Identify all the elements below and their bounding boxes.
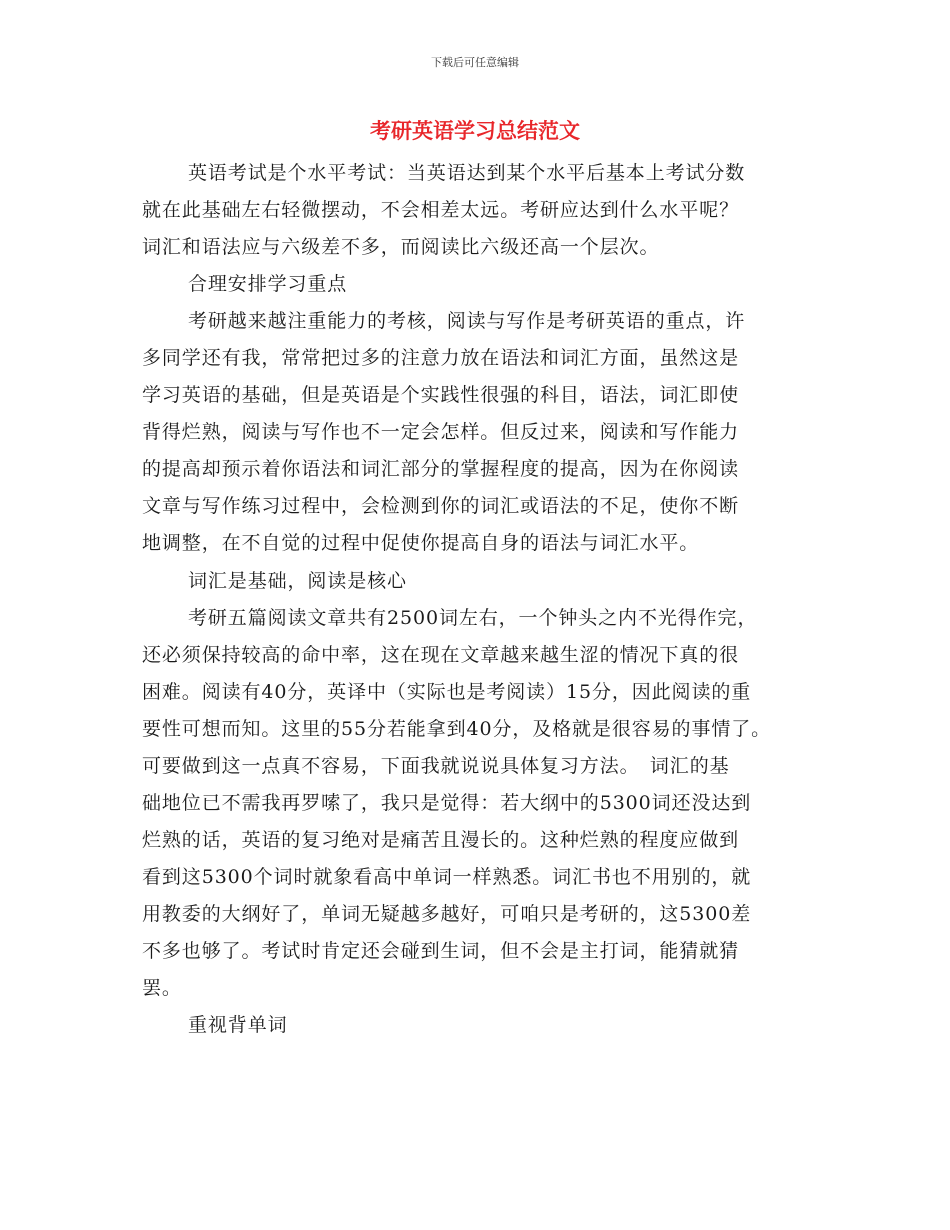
- paragraph-line: 考研越来越注重能力的考核，阅读与写作是考研英语的重点，许: [188, 310, 746, 333]
- paragraph-line: 就在此基础左右轻微摆动，不会相差太远。考研应达到什么水平呢？: [142, 199, 740, 222]
- section-heading: 重视背单词: [188, 1014, 288, 1037]
- paragraph-line: 要性可想而知。这里的55分若能拿到40分，及格就是很容易的事情了。: [142, 717, 772, 740]
- section-heading: 词汇是基础，阅读是核心: [188, 569, 407, 592]
- paragraph-line: 多同学还有我，常常把过多的注意力放在语法和词汇方面，虽然这是: [142, 347, 740, 370]
- document-title: 考研英语学习总结范文: [370, 118, 580, 143]
- paragraph-line: 可要做到这一点真不容易，下面我就说说具体复习方法。 词汇的基: [142, 754, 730, 777]
- paragraph-line: 罢。: [142, 977, 182, 1000]
- paragraph-line: 用教委的大纲好了，单词无疑越多越好，可咱只是考研的，这5300差: [142, 902, 752, 925]
- section-heading: 合理安排学习重点: [188, 273, 348, 296]
- paragraph-line: 的提高却预示着你语法和词汇部分的掌握程度的提高，因为在你阅读: [142, 458, 740, 481]
- paragraph-line: 困难。阅读有40分，英译中（实际也是考阅读）15分，因此阅读的重: [142, 680, 752, 703]
- paragraph-line: 础地位已不需我再罗嗦了，我只是觉得：若大纲中的5300词还没达到: [142, 791, 752, 814]
- paragraph-line: 词汇和语法应与六级差不多，而阅读比六级还高一个层次。: [142, 236, 660, 259]
- paragraph-line: 文章与写作练习过程中，会检测到你的词汇或语法的不足，使你不断: [142, 495, 740, 518]
- paragraph-line: 不多也够了。考试时肯定还会碰到生词，但不会是主打词，能猜就猜: [142, 939, 740, 962]
- paragraph-line: 考研五篇阅读文章共有2500词左右，一个钟头之内不光得作完，: [188, 606, 758, 629]
- paragraph-line: 英语考试是个水平考试：当英语达到某个水平后基本上考试分数: [188, 162, 746, 184]
- page-header-note: 下载后可任意编辑: [431, 56, 519, 69]
- paragraph-line: 烂熟的话，英语的复习绝对是痛苦且漫长的。这种烂熟的程度应做到: [142, 828, 740, 851]
- paragraph-line: 学习英语的基础，但是英语是个实践性很强的科目，语法，词汇即使: [142, 384, 740, 407]
- paragraph-line: 背得烂熟，阅读与写作也不一定会怎样。但反过来，阅读和写作能力: [142, 421, 740, 444]
- paragraph-line: 地调整，在不自觉的过程中促使你提高自身的语法与词汇水平。: [142, 532, 700, 555]
- document-body: [142, 155, 822, 1044]
- paragraph-line: 还必须保持较高的命中率，这在现在文章越来越生涩的情况下真的很: [142, 643, 740, 666]
- paragraph-line: 看到这5300个词时就象看高中单词一样熟悉。词汇书也不用别的，就: [142, 865, 752, 888]
